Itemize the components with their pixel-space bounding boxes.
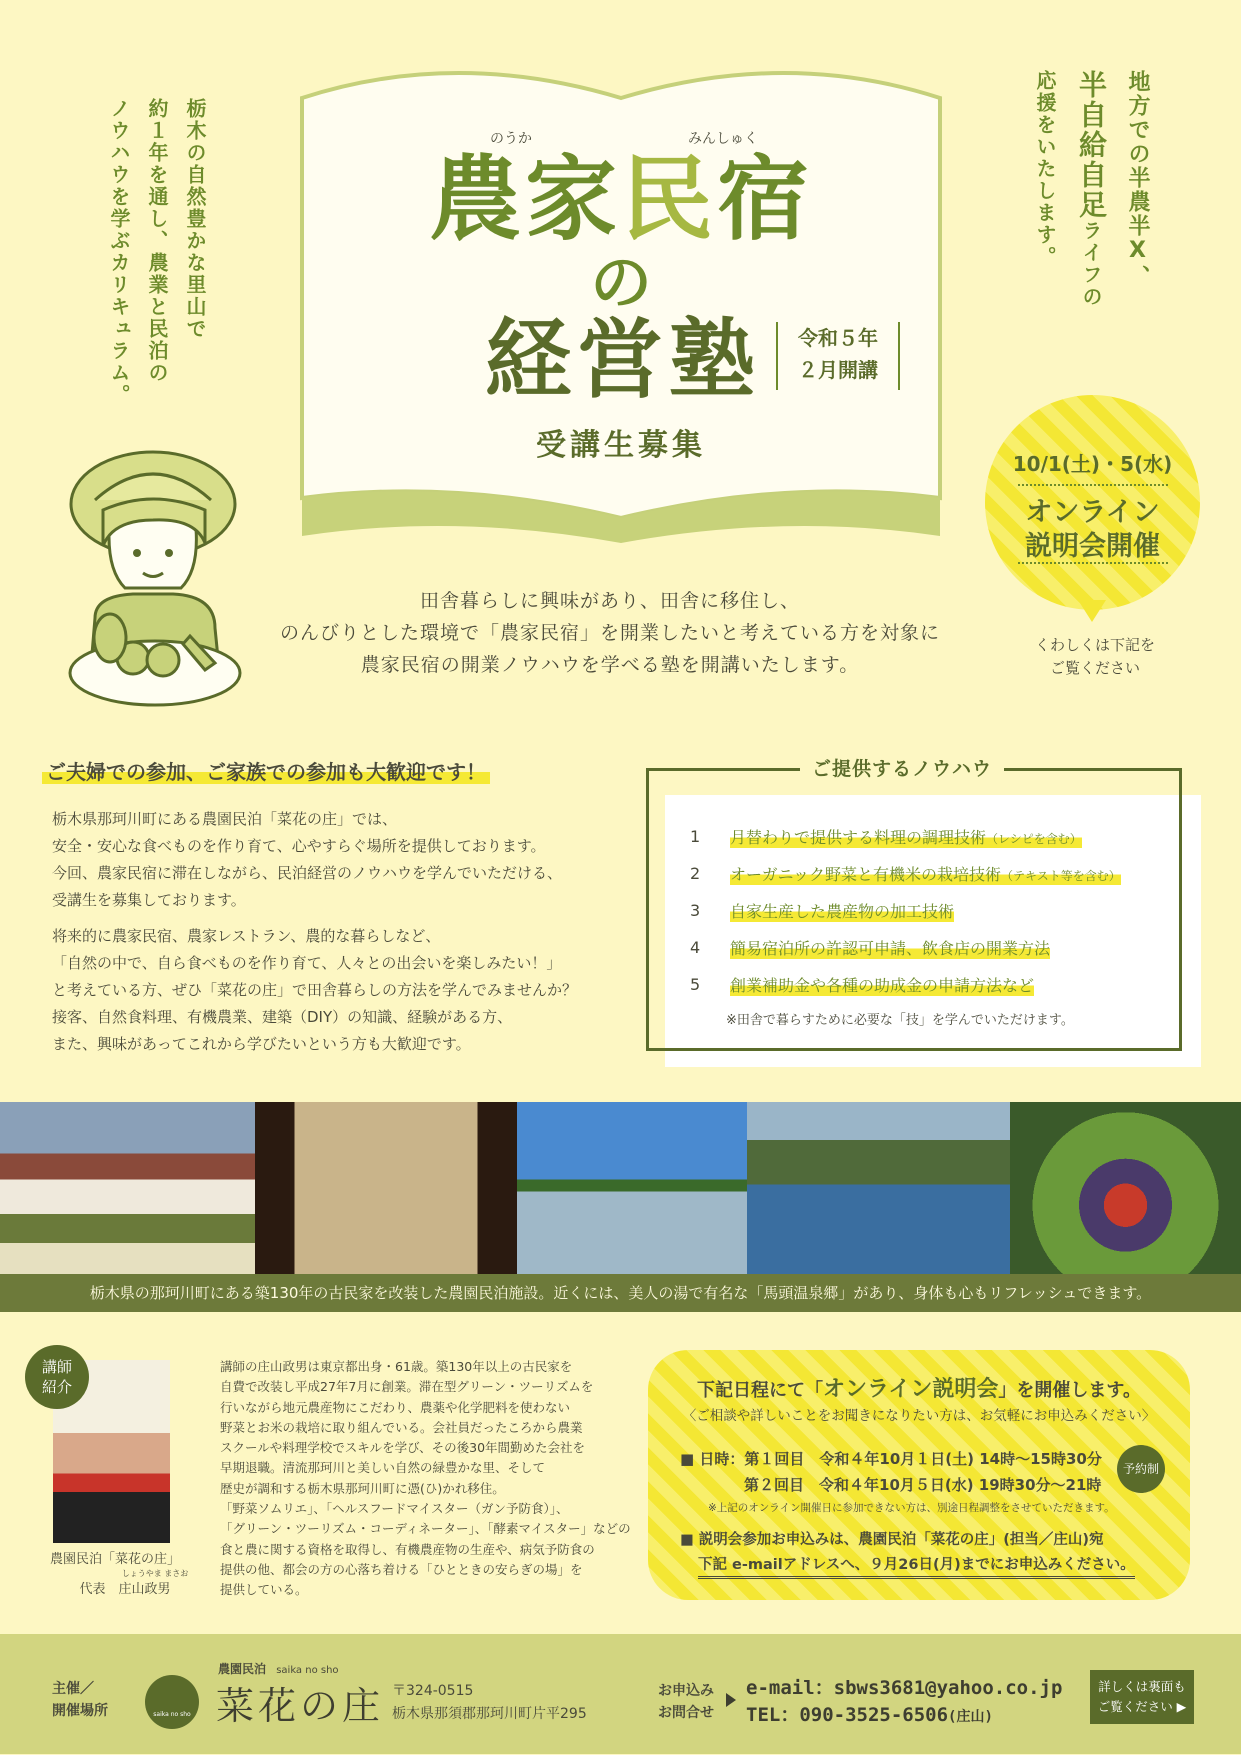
bio-line-4: 野菜とお米の栽培に取り組んでいる。会社員だったころから農業: [220, 1419, 583, 1435]
knowhow-note: ※田舎で暮らすために必要な「技」を学んでいただけます。: [726, 1013, 1074, 1028]
welcome-p2-3: と考えている方、ぜひ「菜花の庄」で田舎暮らしの方法を学んでみませんか？: [52, 981, 578, 999]
welcome-p1-2: 安全・安心な食べものを作り育て、心やすらぐ場所を提供しております。: [52, 837, 546, 855]
bio-line-5: スクールや料理学校でスキルを学び、その後30年間勤めた会社を: [220, 1440, 586, 1456]
reserve-badge: [1117, 1445, 1165, 1493]
ruby-minshuku: みんしゅく: [688, 131, 758, 147]
session-subtitle: 〈ご相談や詳しいことをお聞きになりたい方は、お気軽にお申込みください〉: [682, 1408, 1156, 1424]
photo-rice-field: [517, 1102, 747, 1274]
knowhow-item-2-text: オーガニック野菜と有機米の栽培技術（テキスト等を含む）: [730, 862, 1121, 885]
welcome-p2-1: 将来的に農家民宿、農家レストラン、農的な暮らしなど、: [52, 927, 441, 945]
right-tagline-3: 応援をいたします。: [1033, 70, 1057, 268]
badge-divider-bottom: [1018, 562, 1168, 564]
welcome-p1-3: 今回、農家民宿に滞在しながら、民泊経営のノウハウを学んでいただける、: [52, 864, 563, 882]
photo-caption-bar: [0, 1274, 1241, 1312]
session-note: ※上記のオンライン開催日に参加できない方は、別途日程調整をさせていただきます。: [708, 1502, 1115, 1514]
knowhow-item-2: 2 オーガニック野菜と有機米の栽培技術（テキスト等を含む）: [690, 864, 1121, 884]
knowhow-item-4-text: 簡易宿泊所の許認可申請、飲食店の開業方法: [730, 936, 1050, 959]
title-shuku: 宿: [717, 146, 814, 253]
bio-line-6: 早期退職。清流那珂川と美しい自然の緑豊かな里、そして: [220, 1460, 546, 1476]
knowhow-item-1: 1 月替わりで提供する料理の調理技術（レシピを含む）: [690, 827, 1082, 847]
brand-top-label: 農園民泊: [218, 1662, 267, 1676]
right-tagline-2a: 半自給自足: [1075, 70, 1108, 220]
recruit-heading: 受講生募集: [536, 428, 706, 463]
session-title-a: 下記日程にて「: [697, 1380, 824, 1401]
see-back-button[interactable]: [1090, 1670, 1194, 1724]
welcome-p2-4: 接客、自然食料理、有機農業、建築（DIY）の知識、経験がある方、: [52, 1008, 513, 1026]
photo-vegetables: [1010, 1102, 1241, 1274]
right-tagline-2: [1068, 70, 1114, 390]
title-keieijuku: 経営塾: [485, 310, 761, 410]
footer-address: [392, 1680, 587, 1726]
knowhow-item-3: 3 自家生産した農産物の加工技術: [690, 901, 955, 921]
page-title: [300, 146, 942, 253]
footer-postal: 〒324-0515: [392, 1683, 474, 1699]
knowhow-item-3-text: 自家生産した農産物の加工技術: [730, 899, 954, 922]
instructor-badge: [25, 1345, 89, 1409]
ruby-nouka: のうか: [490, 131, 532, 147]
bio-line-9: 「グリーン・ツーリズム・コーディネーター」、「酵素マイスター」などの: [220, 1521, 631, 1537]
brand-logo-text: saika no sho: [153, 1711, 191, 1718]
instructor-bio: [220, 1357, 640, 1601]
start-date-box: [776, 322, 900, 390]
session-apply-1: ■ 説明会参加お申込みは、農園民泊「菜花の庄」(担当／庄山)宛: [680, 1532, 1104, 1548]
intro-line-1: 田舎暮らしに興味があり、田舎に移住し、: [419, 590, 800, 612]
photo-interior: [255, 1102, 517, 1274]
see-back-1: 詳しくは裏面も: [1098, 1679, 1186, 1694]
photo-hot-spring: [747, 1102, 1010, 1274]
photo-caption: 栃木県の那珂川町にある築130年の古民家を改装した農園民泊施設。近くには、美人の湯で有名な「馬頭温泉郷」があり、身体も心もリフレッシュできます。: [89, 1284, 1152, 1302]
start-date-line2: ２月開講: [798, 358, 878, 382]
contact-label-1: お申込み: [658, 1683, 714, 1699]
photo-farmhouse: [0, 1102, 255, 1274]
reserve-label: 予約制: [1122, 1462, 1159, 1476]
title-nouka: 農家: [428, 146, 621, 253]
brand-name: 菜花の庄: [216, 1684, 385, 1728]
brand-logo: [145, 1675, 199, 1729]
instructor-org: 農園民泊「菜花の庄」: [49, 1552, 180, 1567]
intro-line-2: のんびりとした環境で「農家民宿」を開業したいと考えている方を対象に: [279, 622, 940, 644]
brand-roman: saika no sho: [276, 1665, 339, 1676]
contact-tel-number: TEL：090-3525-6506: [746, 1704, 949, 1726]
left-tagline-3: ノウハウを学ぶカリキュラム。: [107, 98, 131, 406]
badge-note-1: くわしくは下記を: [1034, 636, 1155, 654]
knowhow-item-5-text: 創業補助金や各種の助成金の申請方法など: [730, 973, 1034, 996]
contact-tel-person: (庄山): [948, 1709, 993, 1725]
footer-host-label: [52, 1678, 108, 1722]
badge-tail: [1078, 600, 1106, 622]
session-title: [648, 1372, 1190, 1403]
right-tagline: [1022, 70, 1160, 390]
instructor-ruby: しょうやま まさお: [121, 1569, 189, 1578]
welcome-para-1: [52, 806, 632, 914]
knowhow-item-5: 5 創業補助金や各種の助成金の申請方法など: [690, 975, 1035, 995]
badge-line2: 説明会開催: [1025, 531, 1160, 562]
start-date-line1: 令和５年: [798, 326, 878, 350]
welcome-p1-4: 受講生を募集しております。: [52, 891, 246, 909]
left-tagline-1: 栃木の自然豊かな里山で: [183, 98, 207, 340]
contact-tel[interactable]: [746, 1700, 993, 1727]
bio-line-2: 自費で改装し平成27年7月に創業。滞在型グリーン・ツーリズムを: [220, 1379, 594, 1395]
welcome-p2-2: 「自然の中で、自ら食べものを作り育て、人々との出会いを楽しみたい！」: [52, 954, 562, 972]
session-title-c: 」を開催します。: [998, 1380, 1141, 1401]
session-date-2: 第２回目 令和４年10月５日(水) 19時30分〜21時: [744, 1476, 1102, 1494]
bio-line-10: 食と農に関する資格を取得し、有機農産物の生産や、病気予防食の: [220, 1541, 595, 1557]
knowhow-item-4: 4 簡易宿泊所の許認可申請、飲食店の開業方法: [690, 938, 1051, 958]
session-date-1: ■ 日時：第１回目 令和４年10月１日(土) 14時〜15時30分: [680, 1450, 1102, 1468]
farmer-illustration: [55, 448, 265, 713]
contact-label-2: お問合せ: [658, 1705, 714, 1721]
footer-host-2: 開催場所: [52, 1703, 108, 1719]
title-no: の: [589, 246, 652, 319]
session-title-b: オンライン説明会: [823, 1377, 999, 1402]
left-tagline: [100, 98, 214, 428]
contact-email[interactable]: e-mail：sbws3681@yahoo.co.jp: [746, 1677, 1063, 1699]
contact-arrow-icon: [726, 1693, 736, 1707]
welcome-heading-text: ご夫婦での参加、ご家族での参加も大歓迎です！: [42, 760, 490, 784]
knowhow-item-1-text: 月替わりで提供する料理の調理技術（レシピを含む）: [730, 825, 1082, 848]
bio-line-1: 講師の庄山政男は東京都出身・61歳。築130年以上の古民家を: [220, 1359, 573, 1374]
badge-note-2: ご覧ください: [1049, 659, 1140, 677]
intro-line-3: 農家民宿の開業ノウハウを学べる塾を開講いたします。: [360, 654, 860, 676]
welcome-p1-1: 栃木県那珂川町にある農園民泊「菜花の庄」では、: [52, 810, 398, 828]
instructor-badge-1: 講師: [41, 1358, 72, 1376]
welcome-p2-5: また、興味があってこれから学びたいという方も大歓迎です。: [52, 1035, 471, 1053]
title-min: 民: [620, 146, 717, 253]
footer-contact-label: [658, 1680, 714, 1724]
bio-line-12: 提供している。: [220, 1582, 308, 1598]
left-tagline-2: 約１年を通し、農業と民泊の: [145, 98, 169, 384]
intro-text: [240, 585, 980, 681]
bio-line-11: 提供の他、都会の方の心落ち着ける「ひとときの安らぎの場」を: [220, 1561, 583, 1577]
badge-note: [1010, 634, 1180, 680]
bio-line-8: 「野菜ソムリエ」、「ヘルスフードマイスター（ガン予防食）」、: [220, 1501, 569, 1517]
welcome-para-2: [52, 923, 652, 1058]
bio-line-3: 行いながら地元農産物にこだわり、農薬や化学肥料を使わない: [220, 1399, 571, 1415]
knowhow-heading: ご提供するノウハウ: [800, 754, 1004, 781]
footer-address-line: 栃木県那須郡那珂川町片平295: [392, 1706, 587, 1722]
see-back-2: ご覧ください ▶: [1097, 1699, 1187, 1714]
knowhow-list: [690, 818, 1170, 1028]
badge-date: 10/1(土)・5(水): [1012, 452, 1173, 476]
bio-line-7: 歴史が調和する栃木県那珂川町に憑(ひ)かれ移住。: [220, 1480, 505, 1496]
instructor-badge-2: 紹介: [41, 1378, 72, 1396]
right-tagline-1: 地方での半農半X、: [1125, 70, 1150, 289]
footer-host-1: 主催／: [52, 1681, 94, 1697]
badge-divider-top: [1018, 484, 1168, 486]
welcome-heading: [42, 756, 490, 785]
instructor-name: 代表 庄山政男: [79, 1582, 171, 1597]
badge-line1: オンライン: [1025, 497, 1160, 528]
session-apply-2: 下記 e-mailアドレスへ、９月26日(月)までにお申込みください。: [698, 1553, 1135, 1579]
right-tagline-2b: ライフの: [1079, 220, 1103, 308]
